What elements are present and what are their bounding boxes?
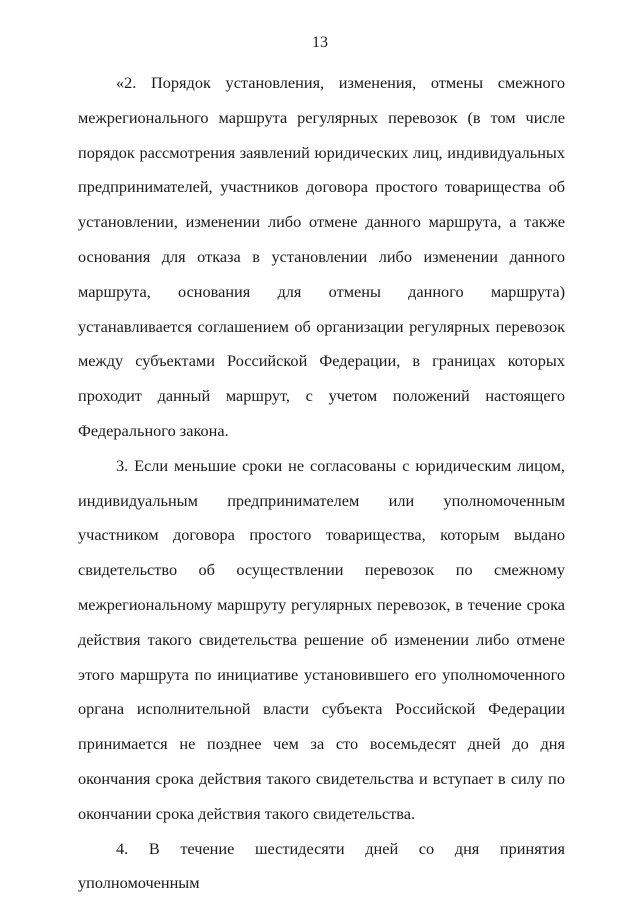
paragraph-2: «2. Порядок установления, изменения, отмены смежного межрегионального маршрута регулярных перевозок (в том числе порядок рассмотрения заявлений юридических лиц, индивидуальных предпринимателей, участников договора простого товарищества об установлении, изменении либо отмене данного маршрута, а также основания для отказа в установлении либо изменении данного маршрута, основания для отмены данного маршрута) устанавливается соглашением об организации регулярных перевозок между субъектами Российской Федерации, в границах которых проходит данный маршрут, с учетом положений настоящего Федерального закона. <box>78 73 565 440</box>
paragraph-4: 4. В течение шестидесяти дней со дня принятия уполномоченным <box>78 838 565 893</box>
document-body <box>78 66 565 901</box>
page-number: 13 <box>312 34 328 51</box>
paragraph-3: 3. Если меньшие сроки не согласованы с юридическим лицом, индивидуальным предпринимателем или уполномоченным участником договора простого товарищества, которым выдано свидетельство об осуществлении перевозок по смежному межрегиональному маршруту регулярных перевозок, в течение срока действия такого свидетельства решение об изменении либо отмене этого маршрута по инициативе установившего его уполномоченного органа исполнительной власти субъекта Российской Федерации принимается не позднее чем за сто восемьдесят дней до дня окончания срока действия такого свидетельства и вступает в силу по окончании срока действия такого свидетельства. <box>78 455 565 823</box>
